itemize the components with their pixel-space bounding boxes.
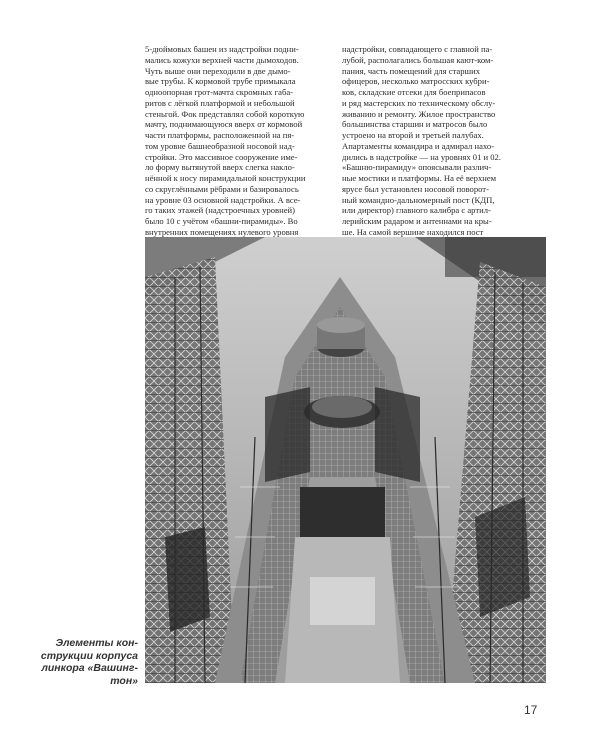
body-paragraph-left: 5-дюймовых башен из надстройки подни- мались кожухи верхней части дымоходов. Чуть выше они переходили в две дымо- вые трубы. К кормовой трубе примыкала одноопорная грот-мачта скромных габа- ритов с лёгкой платформой и небольшой стеньгой. Фок представлял собой короткую мачту, поднимающуюся вверх от кормовой части платформы, расположенной на пя- том уровне башнеобразной носовой над- стройки. Это массивное сооружение име- ло форму вытянутой вверх слегка накло- нённой к носу пирамидальной конструкции со скруглёнными рёбрами и базировалось на уровне 03 основной надстройки. А все- го таких этажей (надстроечных уровней) было 10 с учётом «башни-пирамиды». Во внутренних помещениях нулевого уровня (145, 44, 306, 237)
figure-caption: Элементы кон- струкции корпуса линкора «Вашинг- тон» (40, 637, 138, 687)
text-column-right (342, 44, 530, 238)
body-paragraph-right: надстройки, совпадающего с главной па- лубой, располагались большая кают-ком- пания, часть помещений для старших офицеров, несколько матросских кубри- ков, складские отсеки для боеприпасов и ряд мастерских по техническому обслу- живанию и ремонту. Жилое пространство большинства старшин и матросов было устроено на второй и третьей палубах. Апартаменты командира и адмирал нахо- дились в надстройке — на уровнях 01 и 02. «Башню-пирамиду» опоясывали различ- ные мостики и платформы. На её верхнем ярусе был установлен носовой поворот- ный командно-дальномерный пост (КДП, или директор) главного калибра с артил- лерийским радаром и антеннами на кры- ше. На самой вершине находился пост (342, 44, 502, 237)
page-number: 17 (524, 703, 538, 717)
ship-construction-photo (145, 237, 546, 683)
text-column-left (145, 44, 333, 238)
